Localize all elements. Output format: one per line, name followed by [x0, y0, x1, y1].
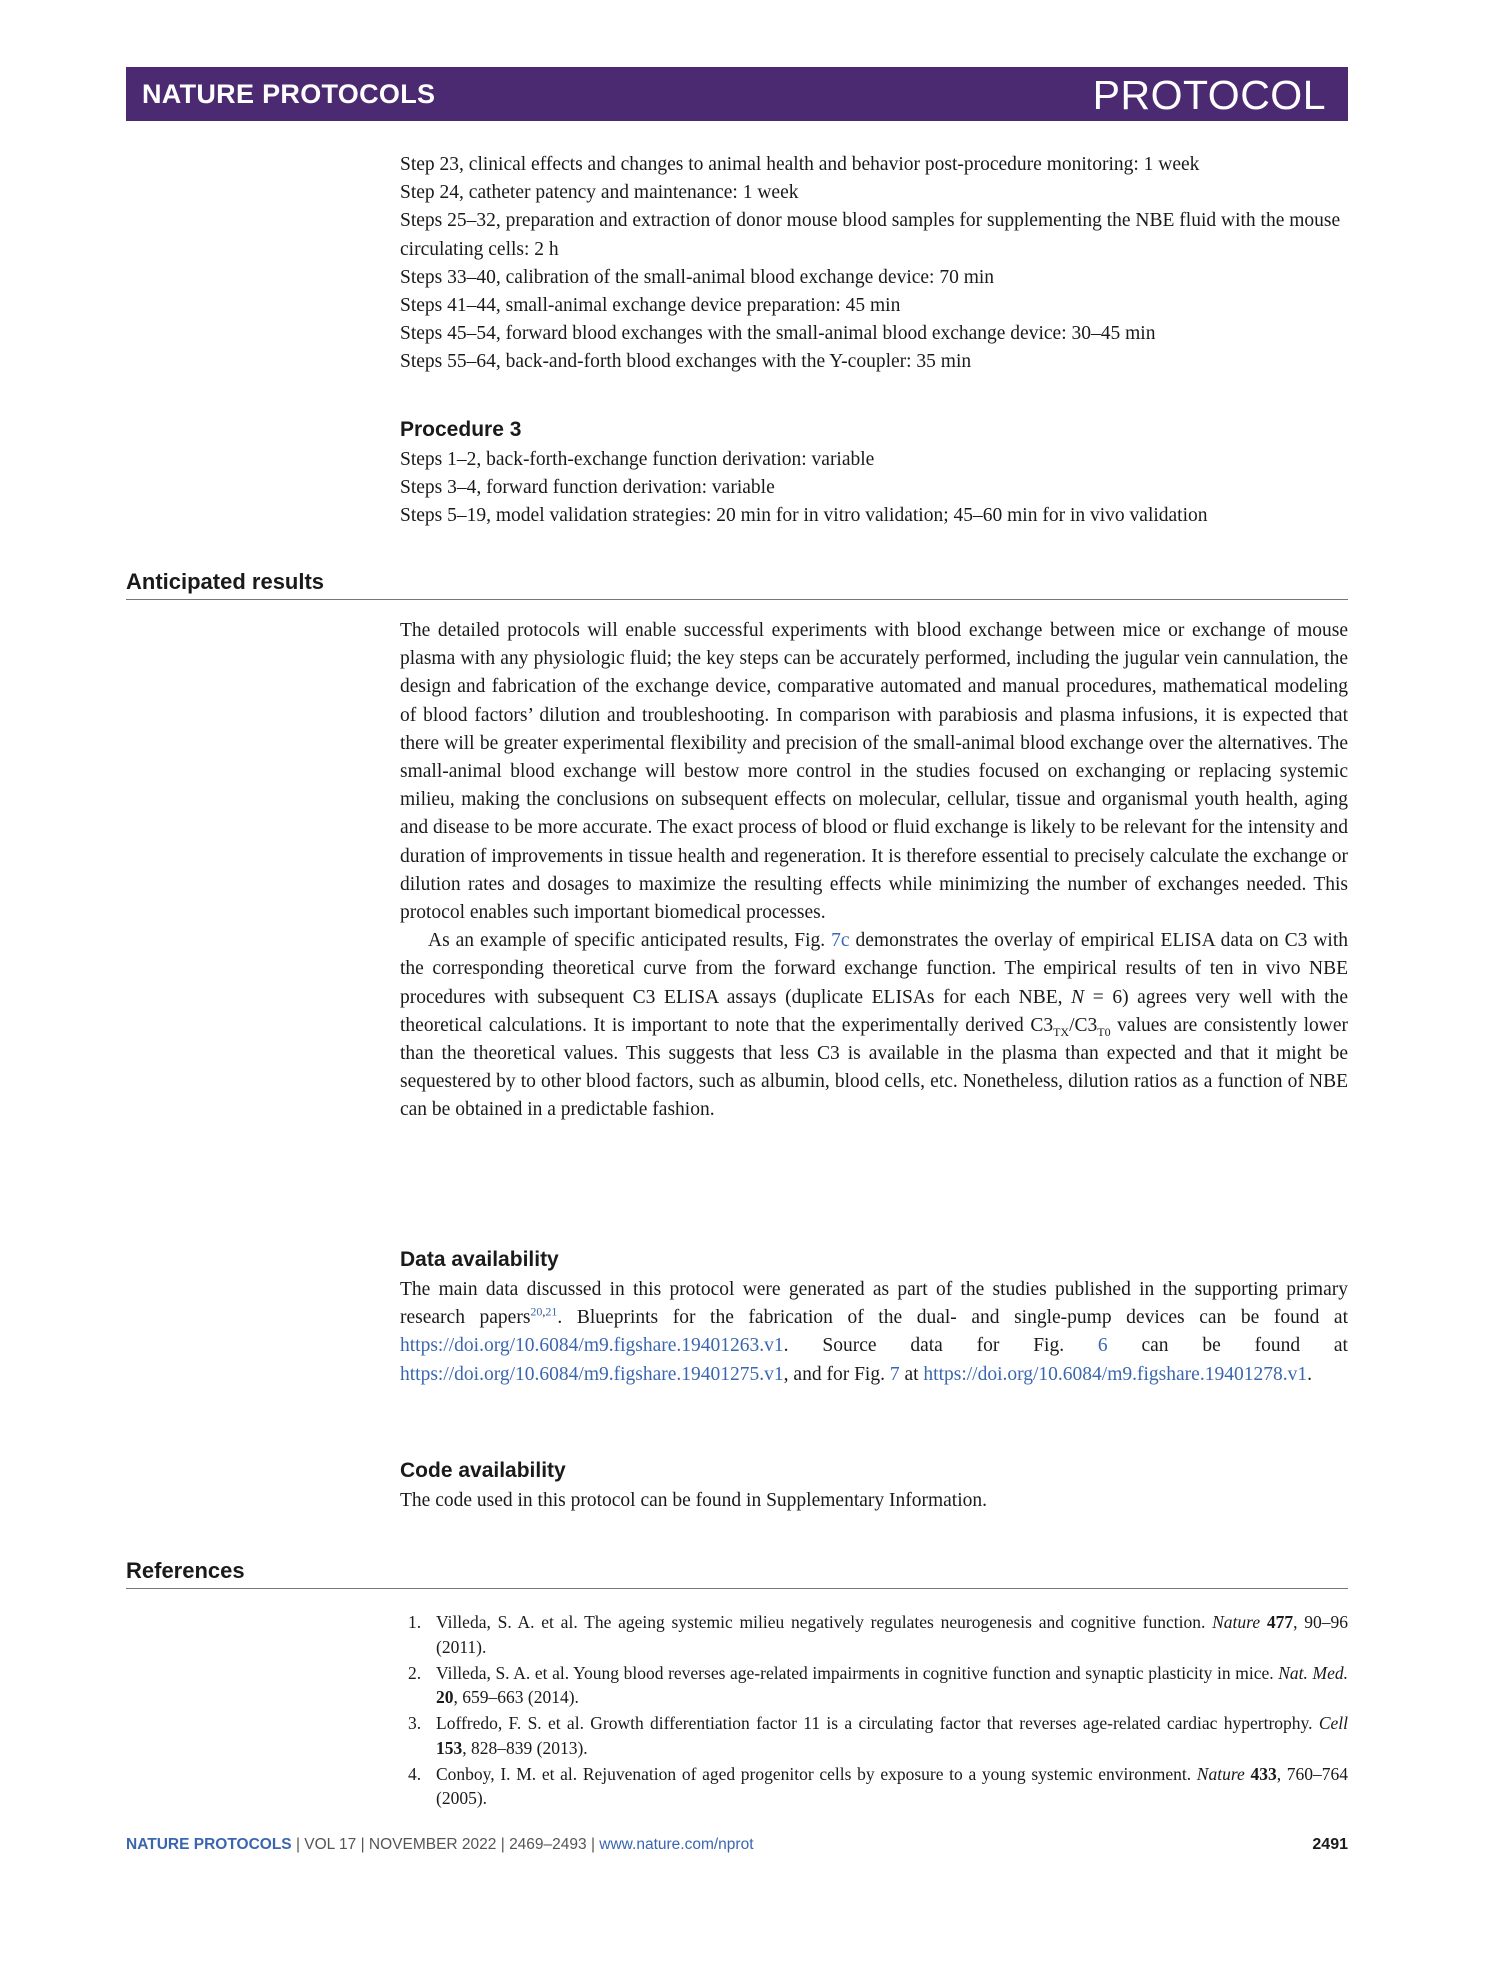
references-title: References	[126, 1558, 245, 1583]
data-availability-text: The main data discussed in this protocol were generated as part of the studies published in the supporting primary research papers$^{20,21}$. Blueprints for the fabrication of the dual- and single-pump devices can be found at https://doi.org/10.6084/m9.figshare.19401263.v1. Source data for Fig. 6 can be found at https://doi.org/10.6084/m9.figshare.19401275.v1, and for Fig. 7 at https://doi.org/10.6084/m9.figshare.19401278.v1.	[400, 1279, 1348, 1385]
reference-item: 2. Villeda, S. A. et al. Young blood reverses age-related impairments in cognitive function and synaptic plasticity in mice. Nat. Med. 20, 659–663 (2014).	[408, 1662, 1348, 1707]
page-footer: NATURE PROTOCOLS | VOL 17 | NOVEMBER 2022 | 2469–2493 | www.nature.com/nprot 2491	[126, 1836, 1348, 1853]
reference-item: 1. Villeda, S. A. et al. The ageing systemic milieu negatively regulates neurogenesis and cognitive function. Nature 477, 90–96 (2011).	[408, 1612, 1349, 1657]
code-availability-heading: Code availability	[400, 1459, 566, 1482]
anticipated-para-2: As an example of specific anticipated results, Fig. 7c demonstrates the overlay of empirical ELISA data on C3 with the corresponding theoretical curve from the forward exchange function. The empirical results of ten in vivo NBE procedures with subsequent C3 ELISA assays (duplicate ELISAs for each NBE, N = 6) agrees very well with the theoretical calculations. It is important to note that the experimentally derived $C3_{TX}/C3_{T0}$ values are consistently lower than the theoretical values. This suggests that less C3 is available in the plasma than expected and that it might be sequestered by to other blood factors, such as albumin, blood cells, etc. Nonetheless, dilution ratios as a function of NBE can be obtained in a predictable fashion.	[400, 930, 1348, 1121]
procedure3-list	[400, 446, 1348, 531]
timing-line: Steps 45–54, forward blood exchanges with the small-animal blood exchange device: 30–45 min	[400, 323, 1156, 345]
figure-link-6[interactable]: 6	[1097, 1335, 1108, 1357]
reference-item: 4. Conboy, I. M. et al. Rejuvenation of aged progenitor cells by exposure to a young systemic environment. Nature 433, 760–764 (2005).	[408, 1763, 1348, 1808]
journal-header-bar	[126, 67, 1348, 121]
procedure3-line: Steps 3–4, forward function derivation: variable	[400, 477, 775, 499]
timing-line: Step 23, clinical effects and changes to animal health and behavior post-procedure monitoring: 1 week	[400, 154, 1200, 175]
reference-link-20[interactable]: 20	[530, 1304, 543, 1319]
data-availability-heading: Data availability	[400, 1248, 559, 1271]
figshare-link-devices[interactable]: https://doi.org/10.6084/m9.figshare.19401263.v1	[400, 1335, 784, 1357]
reference-item: 3. Loffredo, F. S. et al. Growth differentiation factor 11 is a circulating factor that reverses age-related cardiac hypertrophy. Cell 153, 828–839 (2013).	[408, 1713, 1348, 1758]
anticipated-results-heading	[126, 569, 1348, 600]
article-type: PROTOCOL	[1092, 72, 1326, 118]
anticipated-results-body	[400, 617, 1348, 1125]
reference-list	[400, 1610, 1348, 1812]
procedure3-heading: Procedure 3	[400, 418, 522, 441]
timing-list	[400, 151, 1348, 377]
figshare-link-fig7[interactable]: https://doi.org/10.6084/m9.figshare.19401278.v1	[923, 1363, 1308, 1385]
data-availability-body	[400, 1276, 1348, 1389]
code-availability-body	[400, 1487, 1348, 1515]
figure-link-7c[interactable]: 7c	[831, 930, 850, 952]
procedure3-line: Steps 5–19, model validation strategies: 20 min for in vitro validation; 45–60 min for in vivo validation	[400, 505, 1208, 527]
references-heading	[126, 1558, 1348, 1589]
reference-link-21[interactable]: 21	[545, 1304, 558, 1319]
footer-journal: NATURE PROTOCOLS	[126, 1836, 292, 1853]
footer-month: NOVEMBER 2022	[368, 1836, 497, 1853]
timing-line: Steps 25–32, preparation and extraction of donor mouse blood samples for supplementing the NBE fluid with the mouse circulating cells: 2 h	[400, 210, 1341, 260]
timing-line: Steps 33–40, calibration of the small-animal blood exchange device: 70 min	[400, 266, 995, 288]
footer-url[interactable]: www.nature.com/nprot	[599, 1836, 754, 1853]
procedure3-line: Steps 1–2, back-forth-exchange function derivation: variable	[400, 449, 875, 470]
timing-line: Step 24, catheter patency and maintenance: 1 week	[400, 182, 799, 204]
timing-line: Steps 55–64, back-and-forth blood exchanges with the Y-coupler: 35 min	[400, 351, 972, 373]
page-number: 2491	[1312, 1836, 1348, 1853]
figure-link-7[interactable]: 7	[889, 1363, 900, 1385]
timing-line: Steps 41–44, small-animal exchange device preparation: 45 min	[400, 295, 901, 317]
anticipated-para-1: The detailed protocols will enable successful experiments with blood exchange between mice or exchange of mouse plasma with any physiologic fluid; the key steps can be accurately performed, including the jugular vein cannulation, the design and fabrication of the exchange device, comparative automated and manual procedures, mathematical modeling of blood factors’ dilution and troubleshooting. In comparison with parabiosis and plasma infusions, it is expected that there will be greater experimental flexibility and precision of the small-animal blood exchange over the alternatives. The small-animal blood exchange will bestow more control in the studies focused on exchanging or replacing systemic milieu, making the conclusions on subsequent effects on molecular, cellular, tissue and organismal youth health, aging and disease to be more accurate. The exact process of blood or fluid exchange is likely to be relevant for the intensity and duration of improvements in tissue health and regeneration. It is therefore essential to precisely calculate the exchange or dilution rates and dosages to maximize the resulting effects while minimizing the number of exchanges needed. This protocol enables such important biomedical processes.	[400, 620, 1348, 924]
anticipated-results-title: Anticipated results	[126, 569, 325, 594]
code-availability-text: The code used in this protocol can be found in Supplementary Information.	[400, 1490, 988, 1511]
footer-volume: VOL 17	[304, 1836, 357, 1853]
footer-pages: 2469–2493	[509, 1836, 587, 1853]
figshare-link-fig6[interactable]: https://doi.org/10.6084/m9.figshare.19401275.v1	[400, 1363, 784, 1385]
journal-name: NATURE PROTOCOLS	[142, 79, 436, 109]
